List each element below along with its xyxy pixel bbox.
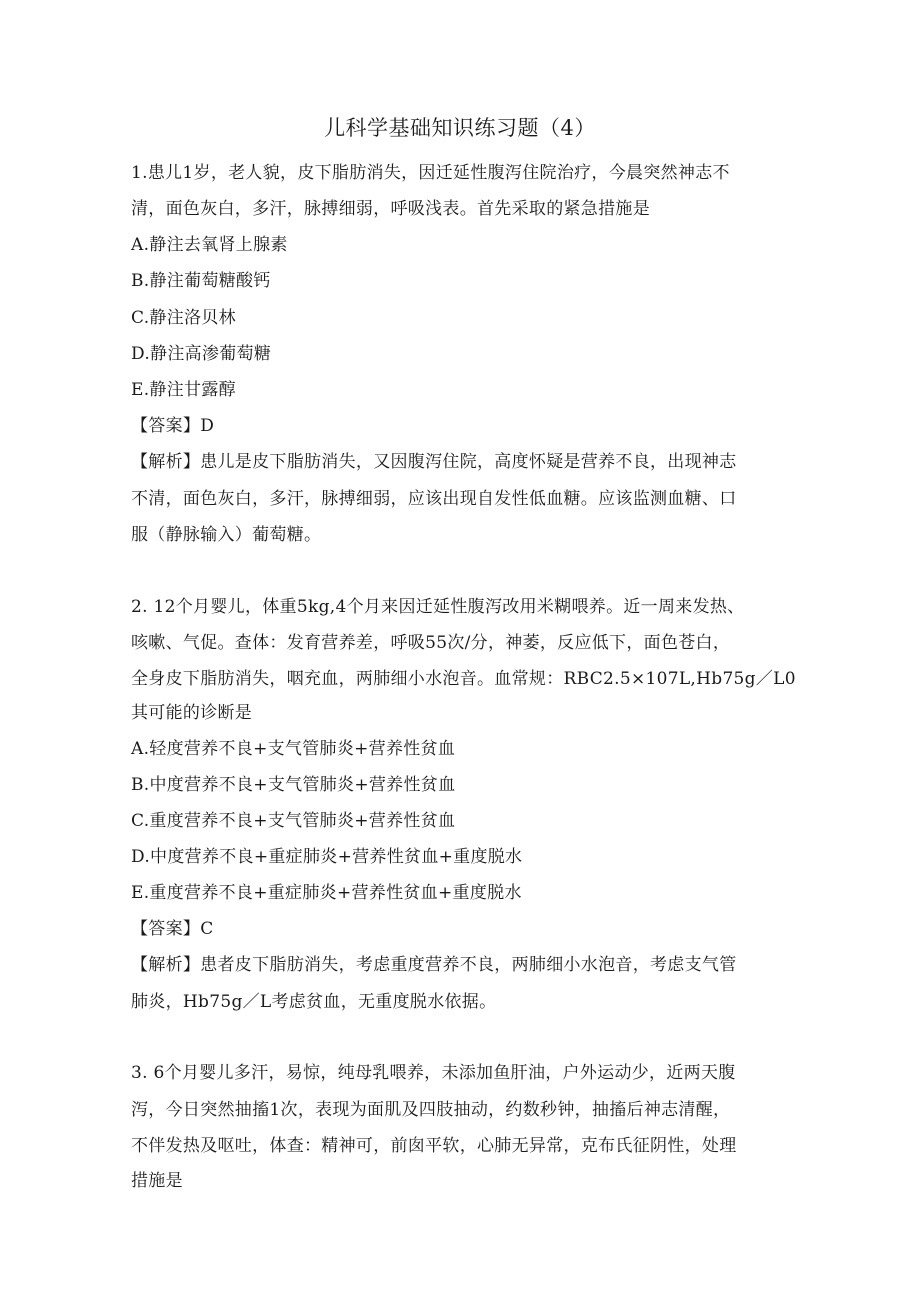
q2-option-c: C.重度营养不良+支气管肺炎+营养性贫血 [131,811,456,831]
q1-option-c: C.静注洛贝林 [131,308,236,328]
q3-stem-line-1: 3. 6个月婴儿多汗，易惊，纯母乳喂养，未添加鱼肝油，户外运动少，近两天腹 [131,1063,736,1083]
q2-analysis-line-1: 【解析】患者皮下脂肪消失，考虑重度营养不良，两肺细小水泡音，考虑支气管 [131,955,737,975]
q1-option-d: D.静注高渗葡萄糖 [131,344,272,364]
q2-option-b: B.中度营养不良+支气管肺炎+营养性贫血 [131,775,456,795]
q1-option-e: E.静注甘露醇 [131,380,236,400]
q3-stem-line-2: 泻，今日突然抽搐1次，表现为面肌及四肢抽动，约数秒钟，抽搐后神志清醒， [131,1100,731,1120]
q2-option-d: D.中度营养不良+重症肺炎+营养性贫血+重度脱水 [131,847,523,867]
q1-option-b: B.静注葡萄糖酸钙 [131,271,271,291]
q3-stem-line-3: 不伴发热及呕吐，体查：精神可，前囱平软，心肺无异常，克布氏征阴性，处理 [131,1136,737,1156]
q1-analysis-line-1: 【解析】患儿是皮下脂肪消失，又因腹泻住院，高度怀疑是营养不良，出现神志 [131,452,737,472]
q1-option-a: A.静注去氧肾上腺素 [131,235,288,255]
document-title: 儿科学基础知识练习题（4） [324,116,596,140]
q1-stem-line-1: 1.患儿1岁，老人貌，皮下脂肪消失，因迁延性腹泻住院治疗，今晨突然神志不 [131,163,730,183]
q2-stem-line-3: 全身皮下脂肪消失，咽充血，两肺细小水泡音。血常规：RBC2.5×107L,Hb75g／L0 [131,669,796,689]
q1-analysis-line-2: 不清，面色灰白，多汗，脉搏细弱，应该出现自发性低血糖。应该监测血糖、口 [131,489,737,509]
q2-stem-line-1: 2. 12个月婴儿，体重5kg,4个月来因迁延性腹泻改用米糊喂养。近一周来发热、 [131,597,745,617]
q2-answer: 【答案】C [131,919,214,939]
q2-stem-line-2: 咳嗽、气促。查体：发育营养差，呼吸55次/分，神萎，反应低下，面色苍白， [131,633,731,653]
q3-stem-line-4: 措施是 [131,1171,183,1191]
q2-option-a: A.轻度营养不良+支气管肺炎+营养性贫血 [131,739,456,759]
q1-answer: 【答案】D [131,416,215,436]
q2-analysis-line-2: 肺炎，Hb75g／L考虑贫血，无重度脱水依据。 [131,992,497,1012]
q1-analysis-line-3: 服（静脉输入）葡萄糖。 [131,525,322,545]
q2-option-e: E.重度营养不良+重症肺炎+营养性贫血+重度脱水 [131,883,522,903]
q2-stem-line-4: 其可能的诊断是 [131,703,253,723]
q1-stem-line-2: 清，面色灰白，多汗，脉搏细弱，呼吸浅表。首先采取的紧急措施是 [131,199,650,219]
